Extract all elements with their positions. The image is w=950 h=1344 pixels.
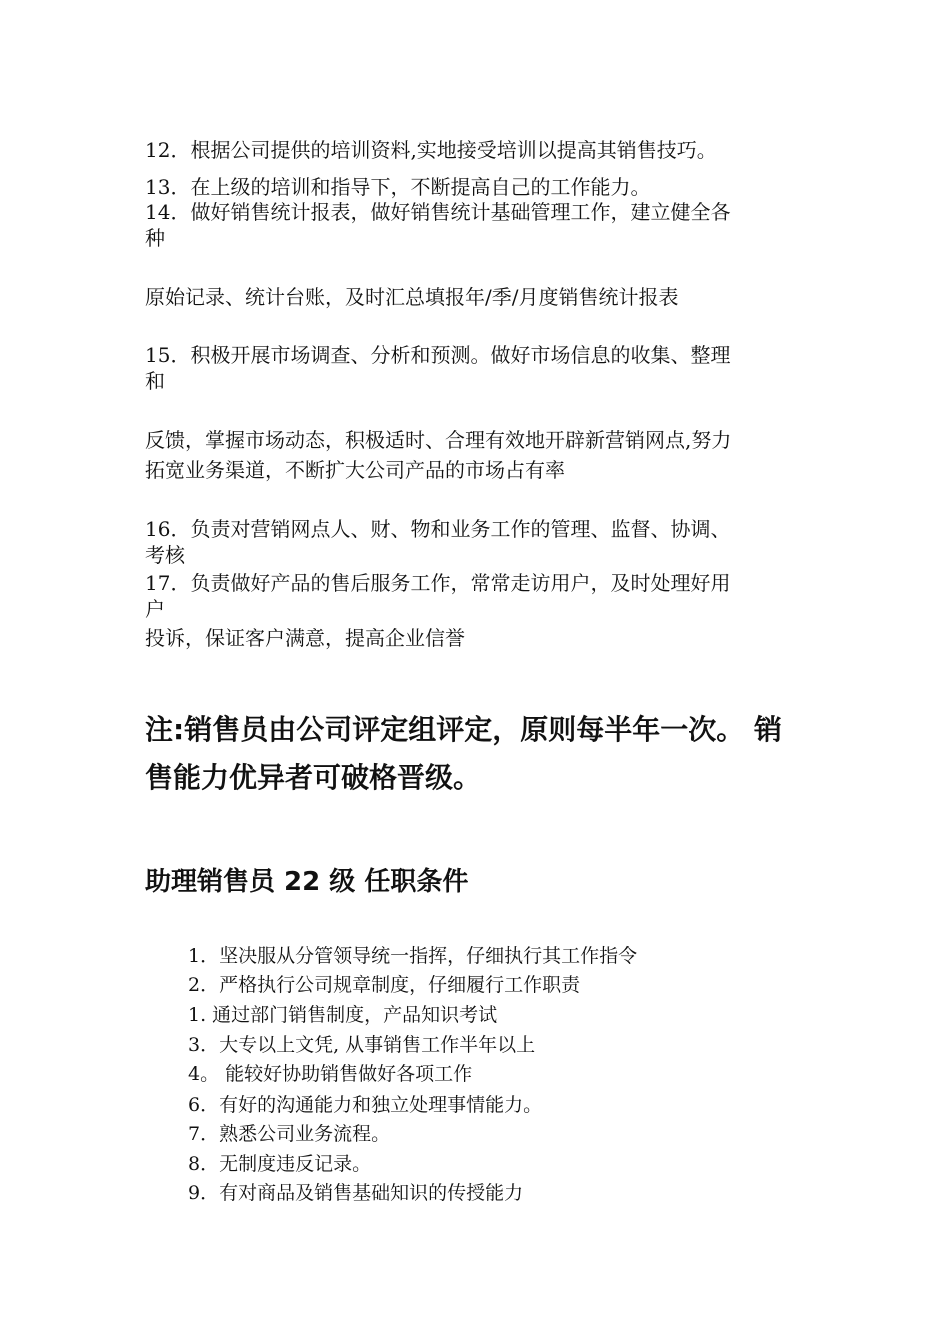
condition-item: 1. 通过部门销售制度，产品知识考试 xyxy=(188,1004,498,1026)
duty-line-12: 12．根据公司提供的培训资料,实地接受培训以提高其销售技巧。 xyxy=(145,138,717,162)
condition-item: 1．坚决服从分管领导统一指挥，仔细执行其工作指令 xyxy=(188,945,638,967)
condition-item: 9．有对商品及销售基础知识的传授能力 xyxy=(188,1182,524,1204)
note-line-2: 售能力优异者可破格晋级。 xyxy=(145,761,482,794)
duty-line-14: 14．做好销售统计报表，做好销售统计基础管理工作，建立健全各 xyxy=(145,200,731,224)
condition-item: 8．无制度违反记录。 xyxy=(188,1153,372,1175)
condition-item: 2．严格执行公司规章制度，仔细履行工作职责 xyxy=(188,974,581,996)
note-line-1: 注:销售员由公司评定组评定，原则每半年一次。 销 xyxy=(145,713,782,746)
duty-line-14-cont: 原始记录、统计台账，及时汇总填报年/季/月度销售统计报表 xyxy=(145,285,679,309)
duty-line-15-cont2: 拓宽业务渠道，不断扩大公司产品的市场占有率 xyxy=(145,458,565,482)
duty-line-15-wrap: 和 xyxy=(145,369,165,393)
condition-item: 7．熟悉公司业务流程。 xyxy=(188,1123,391,1145)
duty-line-17-cont: 投诉，保证客户满意，提高企业信誉 xyxy=(145,626,465,650)
duty-line-17-wrap: 户 xyxy=(145,597,165,621)
duty-line-15: 15．积极开展市场调查、分析和预测。做好市场信息的收集、整理 xyxy=(145,343,731,367)
duty-line-13: 13．在上级的培训和指导下，不断提高自己的工作能力。 xyxy=(145,175,651,199)
duty-line-16-wrap: 考核 xyxy=(145,543,185,567)
duty-line-14-wrap: 种 xyxy=(145,226,165,250)
condition-item: 6．有好的沟通能力和独立处理事情能力。 xyxy=(188,1094,543,1116)
condition-item: 4。 能较好协助销售做好各项工作 xyxy=(188,1063,473,1085)
duty-line-17: 17．负责做好产品的售后服务工作，常常走访用户，及时处理好用 xyxy=(145,571,731,595)
duty-line-15-cont: 反馈，掌握市场动态，积极适时、合理有效地开辟新营销网点,努力 xyxy=(145,428,732,452)
duty-line-16: 16．负责对营销网点人、财、物和业务工作的管理、监督、协调、 xyxy=(145,517,731,541)
condition-item: 3．大专以上文凭, 从事销售工作半年以上 xyxy=(188,1034,536,1056)
section-heading: 助理销售员 22 级 任职条件 xyxy=(145,867,469,897)
